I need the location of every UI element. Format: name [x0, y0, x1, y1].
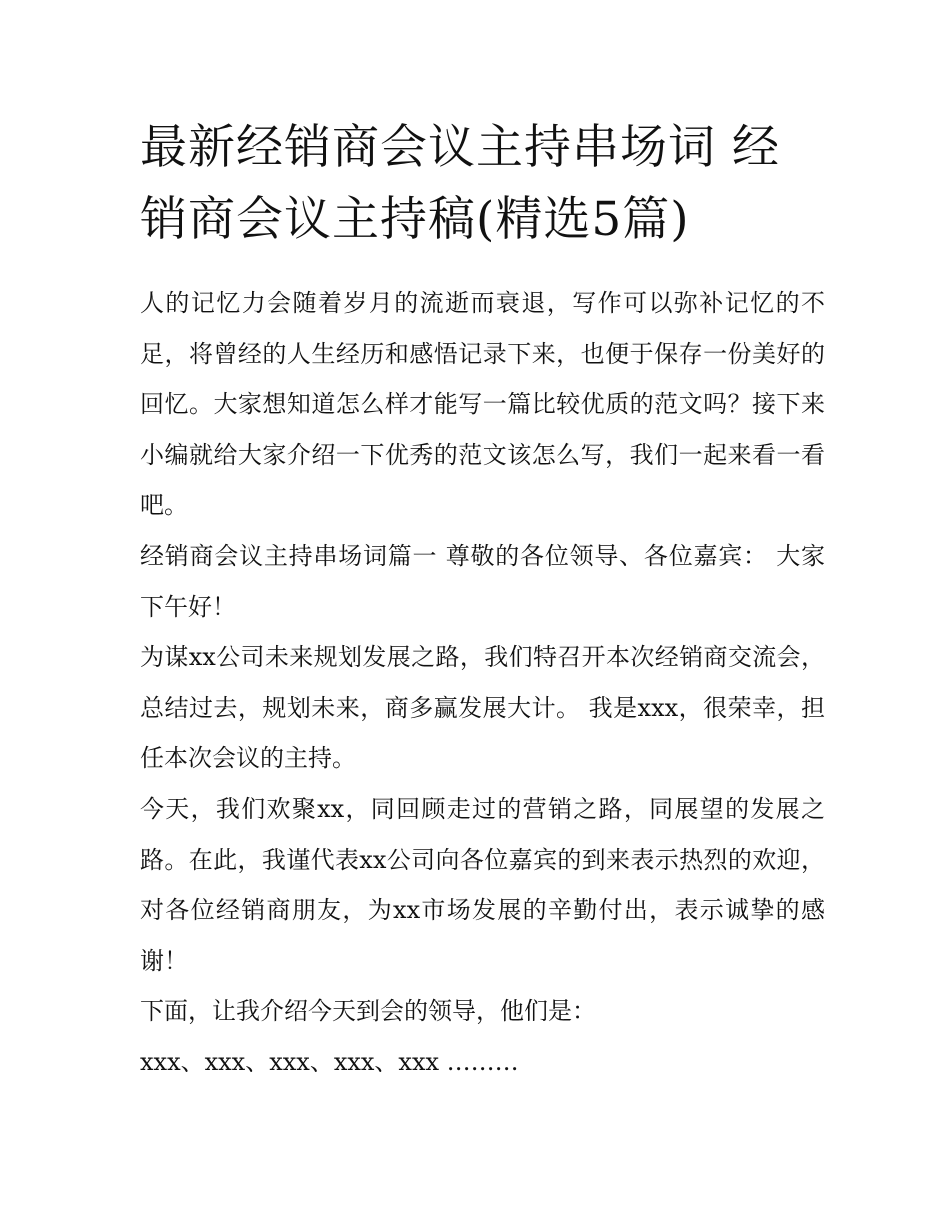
greeting-paragraph: 经销商会议主持串场词篇一 尊敬的各位领导、各位嘉宾： 大家下午好！: [140, 541, 825, 621]
welcome-paragraph: 今天，我们欢聚xx，同回顾走过的营销之路，同展望的发展之路。在此，我谨代表xx公司向各位嘉宾的到来表示热烈的欢迎，对各位经销商朋友，为xx市场发展的辛勤付出，表示诚挚的感谢！: [140, 794, 825, 975]
document-title: 最新经销商会议主持串场词 经销商会议主持稿(精选5篇): [140, 120, 780, 247]
leaders-list-paragraph: xxx、xxx、xxx、xxx、xxx ………: [140, 1047, 519, 1076]
intro-paragraph: 人的记忆力会随着岁月的流逝而衰退，写作可以弥补记忆的不足，将曾经的人生经历和感悟记录下来，也便于保存一份美好的回忆。大家想知道怎么样才能写一篇比较优质的范文吗？接下来小编就给大家介绍一下优秀的范文该怎么写，我们一起来看一看吧。: [140, 289, 825, 520]
introduction-paragraph: 下面，让我介绍今天到会的领导，他们是：: [140, 997, 596, 1026]
opening-paragraph: 为谋xx公司未来规划发展之路，我们特召开本次经销商交流会，总结过去，规划未来，商多赢发展大计。 我是xxx，很荣幸，担任本次会议的主持。: [140, 643, 825, 773]
document-body: [140, 278, 825, 1088]
